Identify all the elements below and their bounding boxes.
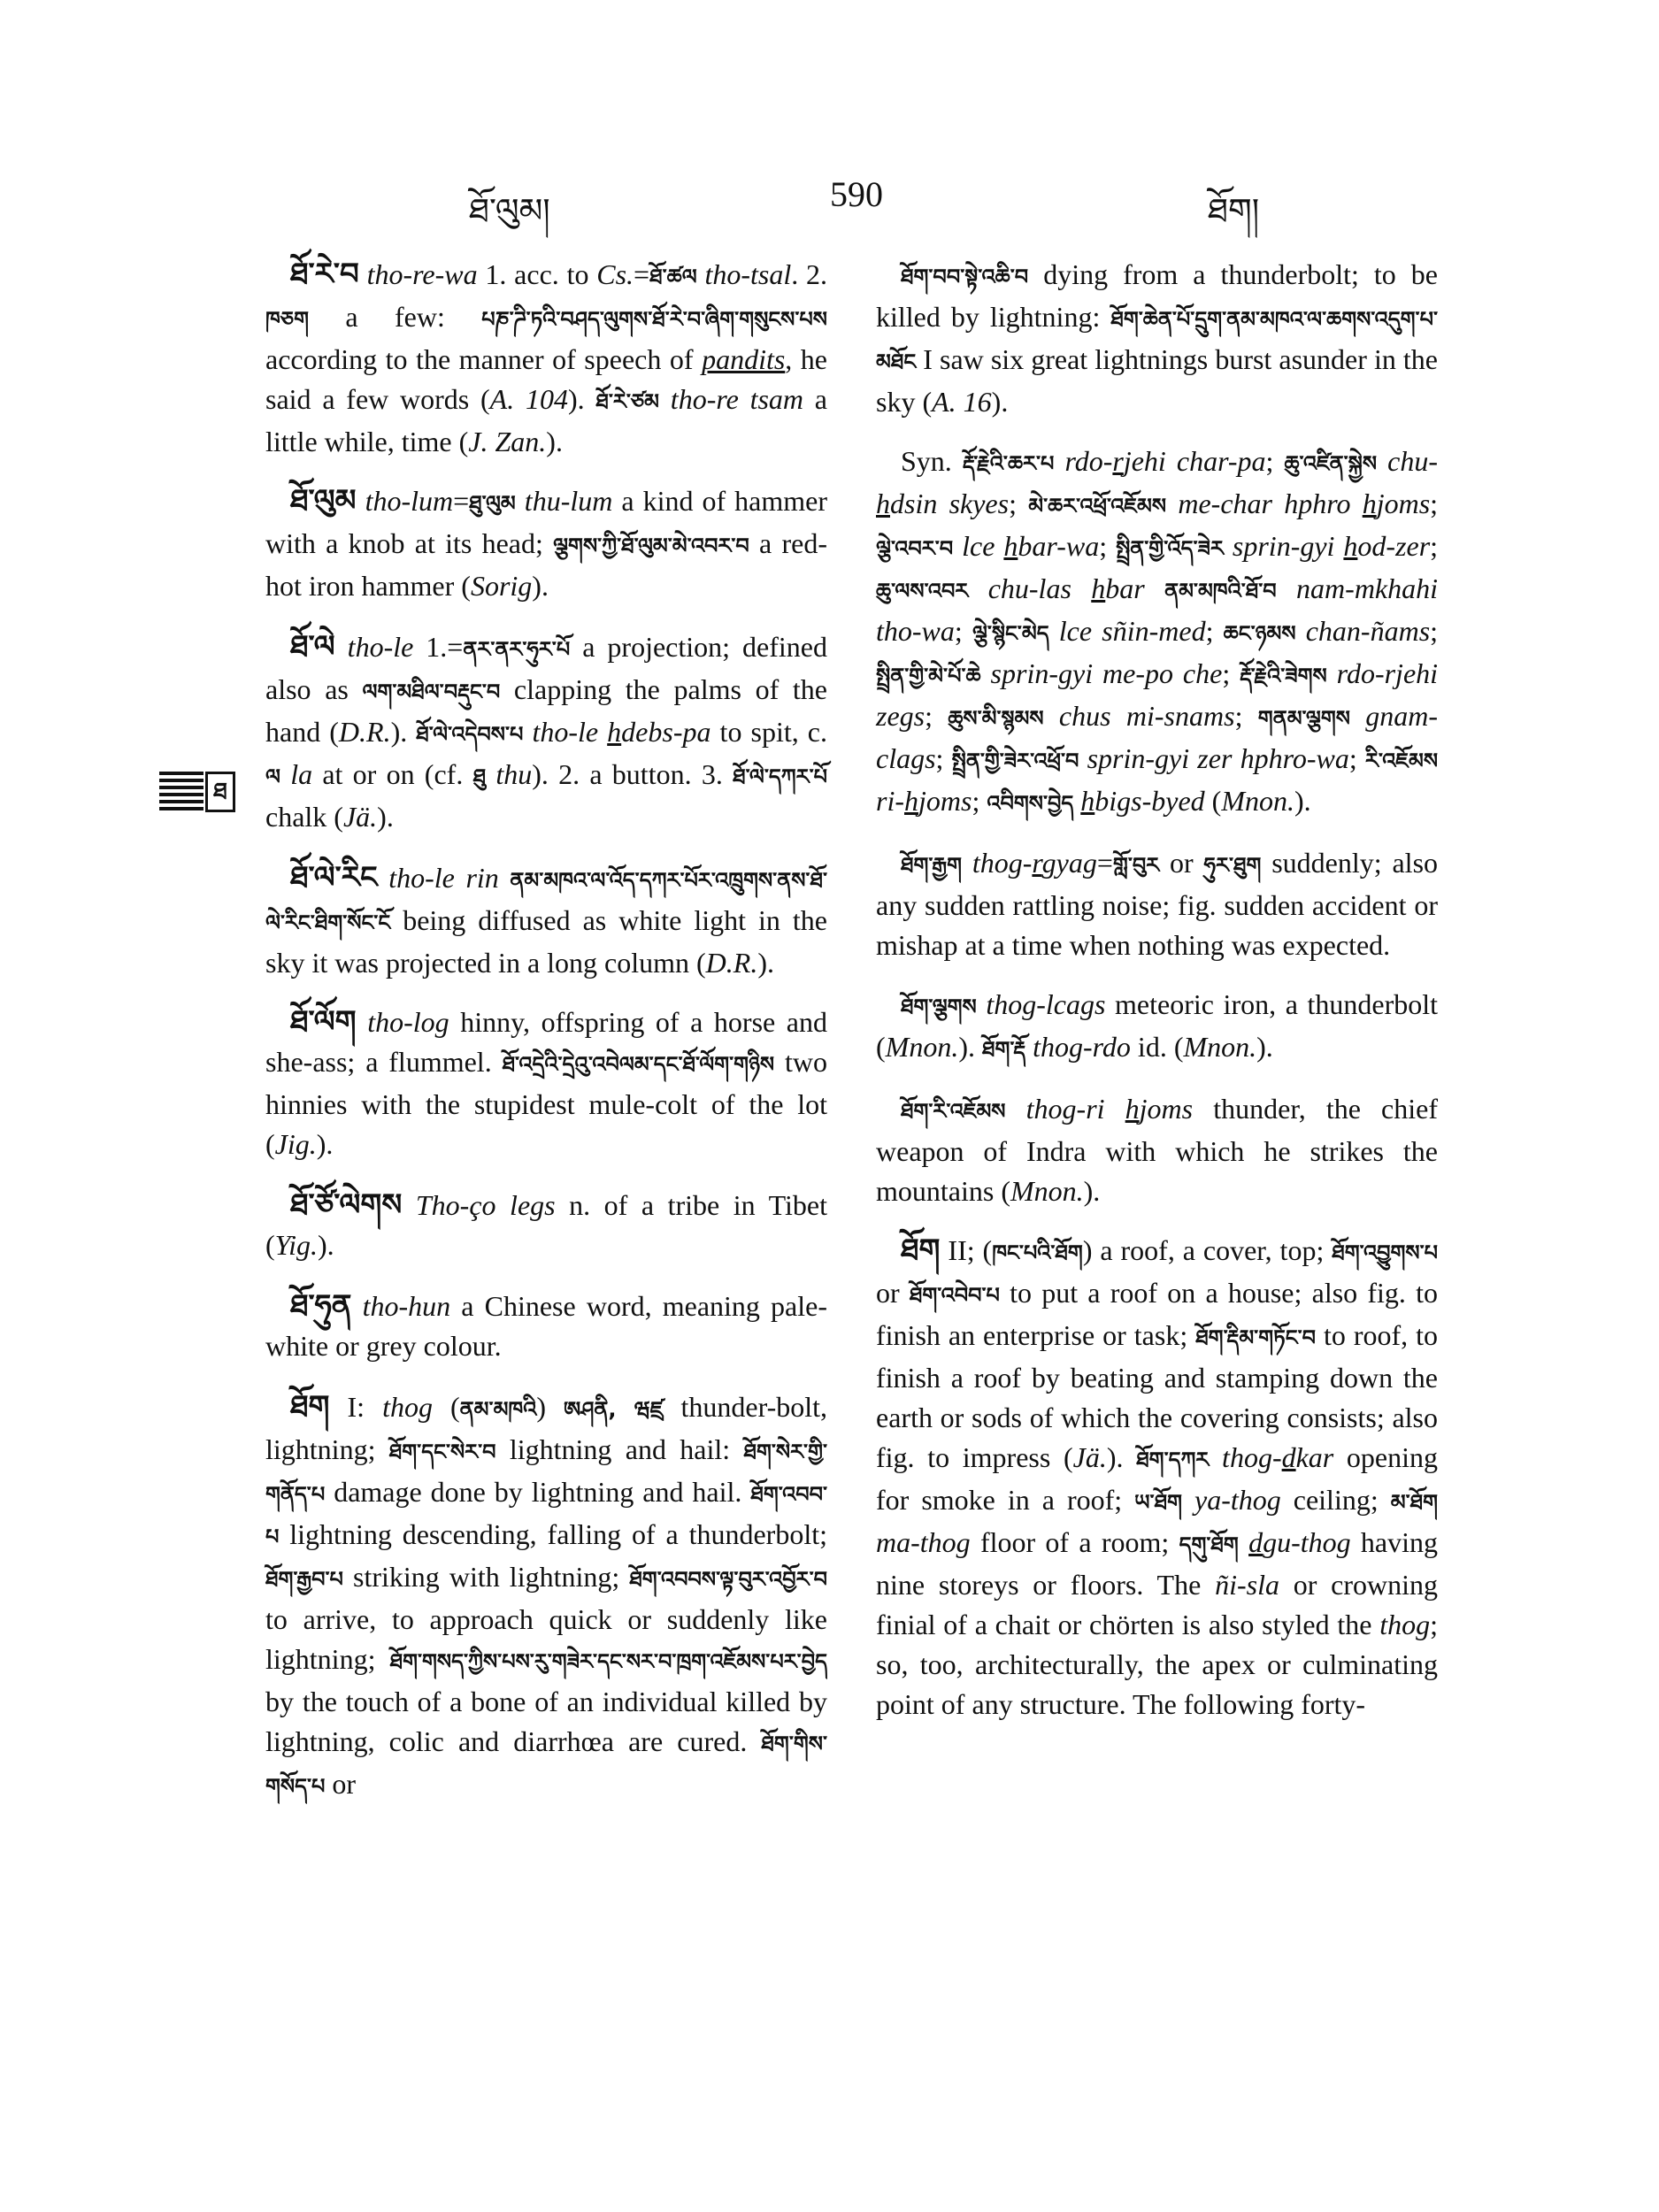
entry-definition: Syn. རྡོ་རྗེའི་ཆར་པ rdo-rjehi char-pa; ཆུ་འཛིན་སྐྱེས chu-hdsin skyes; མེ་ཆར་འཕྲོ་འཇོམས me-char hphro hjoms; ལྕེ་འབར་བ lce hbar-wa; སྤྲིན་གྱི་འོད་ཟེར sprin-gyi hod-zer; ཆུ་ལས་འབར chu-las hbar ནམ་མཁའི་ཐོ་བ nam-mkhahi tho-wa; ལྕེ་སྙིང་མེད lce sñin-med; ཆང་ཉམས chan-ñams; སྤྲིན་གྱི་མེ་པོ་ཆེ sprin-gyi me-po che; རྡོ་རྗེའི་ཟེགས rdo-rjehi zegs; ཆུས་མི་སྙམས chus mi-snams; གནམ་ལྕགས gnam-clags; སྤྲིན་གྱི་ཟེར་འཕྲོ་བ sprin-gyi zer hphro-wa; རི་འཇོམས ri-hjoms; འབིགས་བྱེད hbigs-byed (Mnon.).	[876, 445, 1439, 817]
entry-headword: ཐོ་ལེ་རིང	[290, 860, 378, 895]
dictionary-entry	[265, 1002, 827, 1164]
entry-definition: tho-log hinny, offspring of a horse and she-ass; a flummel. ཐོ་འདྲེའི་དྲེའུ་འབེལམ་དང་ཐོ་ལོག་གཉིས two hinnies with the stupidest mule-colt of the lot (Jig.).	[265, 1006, 828, 1160]
entry-definition: tho-le rin ནམ་མཁའ་ལ་འོད་དཀར་པོར་འཁྲུགས་ནས་ཐོ་ལེ་རིང་ཐིག་སོང་ངོ being diffused as white light in the sky it was projected in a long column (D.R.).	[265, 862, 828, 979]
entry-definition: Tho-ço legs n. of a tribe in Tibet (Yig.).	[265, 1189, 828, 1261]
entry-headword: ཐོ་ལེ	[290, 629, 335, 664]
entry-headword: ཐོ་ལུམ	[290, 483, 357, 518]
entry-definition: ཐོག་རྒྱག thog-rgyag=གློ་བུར or ཧུར་ཐུག suddenly; also any sudden rattling noise; fig. sudden accident or mishap at a time when nothing was expected.	[876, 847, 1439, 961]
entry-headword: ཐོག	[290, 1389, 330, 1425]
entry-definition: tho-lum=ཐུ་ལུམ thu-lum a kind of hammer with a knob at its head; ལྕགས་ཀྱི་ཐོ་ལུམ་མེ་འབར་བ a red-hot iron hammer (Sorig).	[265, 485, 828, 602]
thumb-index-letter: ཐ	[205, 772, 235, 812]
left-column	[265, 255, 827, 1828]
entry-definition: ཐོག་རི་འཇོམས thog-ri hjoms thunder, the chief weapon of Indra with which he strikes the mountains (Mnon.).	[876, 1093, 1438, 1207]
dictionary-entry	[265, 481, 827, 606]
dictionary-entry	[876, 985, 1438, 1070]
dictionary-entry	[876, 255, 1438, 422]
entry-definition: tho-re-wa 1. acc. to Cs.=ཐོ་ཚལ tho-tsal. 2. ཁཅག a few: པཎ་ཌི་ཏའི་བཤད་ལུགས་ཐོ་རེ་བ་ཞིག་གསུངས་པས according to the manner of speech of pandits, he said a few words (A. 104). ཐོ་རེ་ཙམ tho-re tsam a little while, time (J. Zan.).	[265, 258, 828, 457]
entry-definition: tho-hun a Chinese word, meaning pale-white or grey colour.	[265, 1290, 828, 1362]
entry-definition: II; (ཁང་པའི་ཐོག) a roof, a cover, top; ཐོག་འབྱུགས་པ or ཐོག་འབེབ་པ to put a roof on a house; also fig. to finish an enterprise or task; ཐོག་རྡིམ་གཏོང་བ to roof, to finish a roof by beating and stamping down the earth or sods of which the covering consists; also fig. to impress (Jä.). ཐོག་དཀར thog-dkar opening for smoke in a roof; ཡ་ཐོག ya-thog ceiling; མ་ཐོག ma-thog floor of a room; དགུ་ཐོག dgu-thog having nine storeys or floors. The ñi-sla or crowning finial of a chait or chörten is also styled the thog; so, too, architecturally, the apex or culminating point of any structure. The following forty-	[876, 1234, 1439, 1720]
dictionary-entry	[265, 1387, 827, 1807]
entry-definition: ཐོག་བབ་སྟེ་འཆི་བ dying from a thunderbolt; to be killed by lightning: ཐོག་ཆེན་པོ་དྲུག་ནམ་མཁའ་ལ་ཆགས་འདུག་པ་མཐོང I saw six great lightnings burst asunder in the sky (A. 16).	[876, 258, 1438, 418]
entry-definition: tho-le 1.=ནར་ནར་ཧུར་པོ a projection; defined also as ལག་མཐིལ་བརྡུང་བ clapping the palms of the hand (D.R.). ཐོ་ལེ་འདེབས་པ tho-le hdebs-pa to spit, c. ལ la at or on (cf. ཐུ thu). 2. a button. 3. ཐོ་ལེ་དཀར་པོ chalk (Jä.).	[265, 631, 828, 833]
entry-definition: I: thog (ནམ་མཁའི) ཨཤནི, ཝཛྲ thunder-bolt, lightning; ཐོག་དང་སེར་བ lightning and hail: ཐོག་སེར་གྱི་གནོད་པ damage done by lightning and hail. ཐོག་འབབ་པ lightning descending, falling of a thunderbolt; ཐོག་རྒྱབ་པ striking with lightning; ཐོག་འབབས་ལྟ་བུར་འབྱོར་བ to arrive, to approach quick or suddenly like lightning; ཐོག་གསད་ཀྱིས་པས་རུ་གཟེར་དང་སར་བ་ཁྲག་འཇོམས་པར་བྱེད by the touch of a bone of an individual killed by lightning, colic and diarrhœa are cured. ཐོག་གིས་གསོད་པ or	[265, 1391, 828, 1800]
dictionary-entry	[876, 442, 1438, 824]
entry-headword: ཐོ་ཧུན	[290, 1288, 352, 1324]
dictionary-entry	[265, 1186, 827, 1265]
thumb-index-bars	[159, 772, 204, 812]
running-head-left: ཐོ་ལུམ།	[469, 191, 550, 230]
entry-headword: ཐོ་ལོག	[290, 1004, 357, 1040]
entry-definition: ཐོག་ལྕགས thog-lcags meteoric iron, a thunderbolt (Mnon.). ཐོག་རྡོ thog-rdo id. (Mnon.).	[876, 988, 1439, 1063]
dictionary-entry	[876, 843, 1438, 965]
entry-headword: ཐོ་ཙོ་ལེགས	[290, 1187, 403, 1223]
page-number: 590	[830, 174, 883, 214]
dictionary-entry	[876, 1231, 1438, 1724]
dictionary-entry	[265, 627, 827, 837]
dictionary-entry	[265, 1286, 827, 1366]
entry-headword: ཐོ་རེ་བ	[290, 257, 359, 292]
dictionary-entry	[265, 858, 827, 983]
dictionary-entry	[876, 1089, 1438, 1211]
running-head-right: ཐོག།	[1208, 191, 1260, 230]
right-column	[876, 255, 1438, 1746]
entry-headword: ཐོག	[901, 1233, 941, 1268]
page-header	[0, 173, 1659, 230]
dictionary-entry	[265, 255, 827, 462]
section-thumb-index	[159, 772, 235, 812]
